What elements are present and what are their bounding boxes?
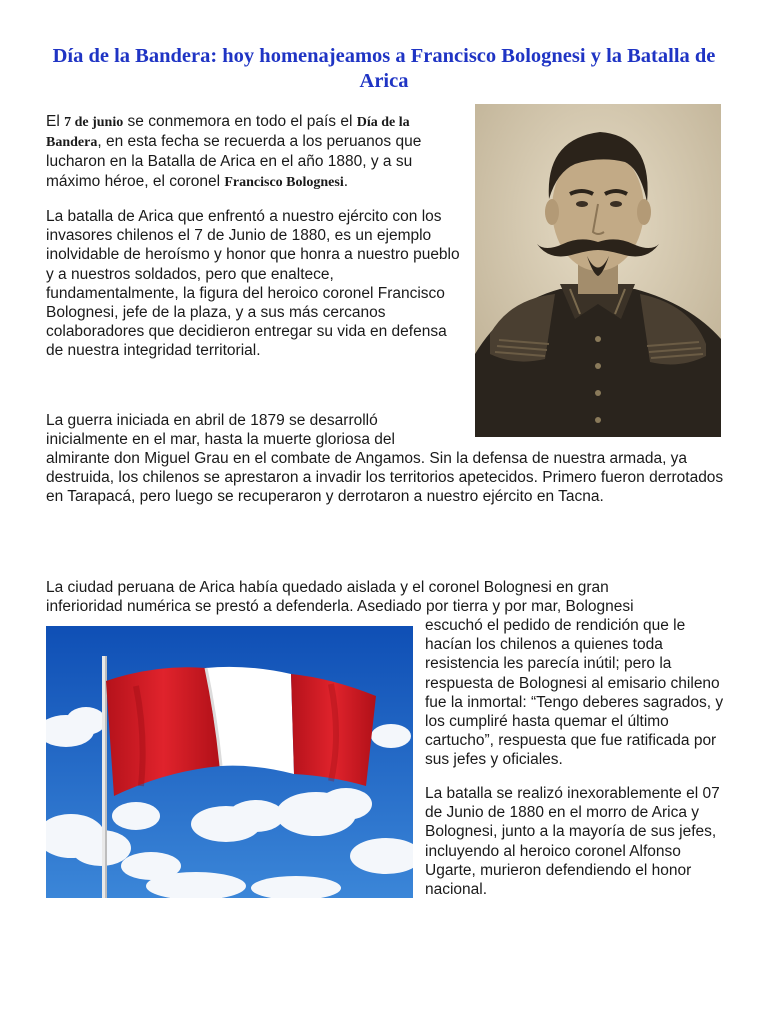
paragraph-war-start: La guerra iniciada en abril de 1879 se desarrolló inicialmente en el mar, hasta la muerte gloriosa del: [46, 412, 395, 449]
portrait-photo: [475, 104, 721, 437]
paragraph-battle: La batalla de Arica que enfrentó a nuestro ejército con los invasores chilenos el 7 de Junio de 1880, es un ejemplo inolvidable de heroísmo y honor que honra a nuestro pueblo y a nuestros soldados, pero que enaltece, fundamentalmente, la figura del heroico coronel Francisco Bolognesi, jefe de la plaza, y a sus más cercanos colaboradores que decidieron entregar su vida en defensa de nuestra integridad territorial.: [46, 208, 460, 360]
paragraph-arica-start: La ciudad peruana de Arica había quedado aislada y el coronel Bolognesi en gran inferioridad numérica se prestó a defenderla. Asediado por tierra y por mar, Bolognesi: [46, 579, 634, 616]
paragraph-arica-continued: escuchó el pedido de rendición que le hacían los chilenos a quienes toda resistencia les parecía inútil; pero la respuesta de Bolognesi al emisario chileno fue la inmortal: “Tengo deberes sagrados, y los cumpliré hasta quemar el último cartucho”, respuesta que fue ratificada por sus jefes y oficiales.: [425, 617, 724, 769]
article-title: Día de la Bandera: hoy homenajeamos a Francisco Bolognesi y la Batalla de Arica: [52, 45, 716, 92]
highlight-hero: Francisco Bolognesi: [224, 174, 344, 190]
paragraph-battle-result: La batalla se realizó inexorablemente el 07 de Junio de 1880 en el morro de Arica y Bolognesi, junto a la mayoría de sus jefes, incluyendo al heroico coronel Alfonso Ugarte, murieron defendiendo el honor nacional.: [425, 785, 720, 899]
highlight-date: 7 de junio: [64, 115, 124, 130]
highlight-holiday: Día de la Bandera: [46, 115, 410, 151]
paragraph-war-continued: almirante don Miguel Grau en el combate de Angamos. Sin la defensa de nuestra armada, ya destruida, los chilenos se aprestaron a invadir los territorios apetecidos. Primero fueron derrotados en Tarapacá, pero luego se recuperaron y derrotaron a nuestro ejército en Tacna.: [46, 450, 724, 506]
paragraph-intro: El 7 de junio se conmemora en todo el país el Día de la Bandera, en esta fecha se recuerda a los peruanos que lucharon en la Batalla de Arica en el año 1880, y a su máximo héroe, el coronel Francisco Bolognesi.: [46, 113, 422, 190]
peru-flag-photo: [46, 626, 413, 898]
